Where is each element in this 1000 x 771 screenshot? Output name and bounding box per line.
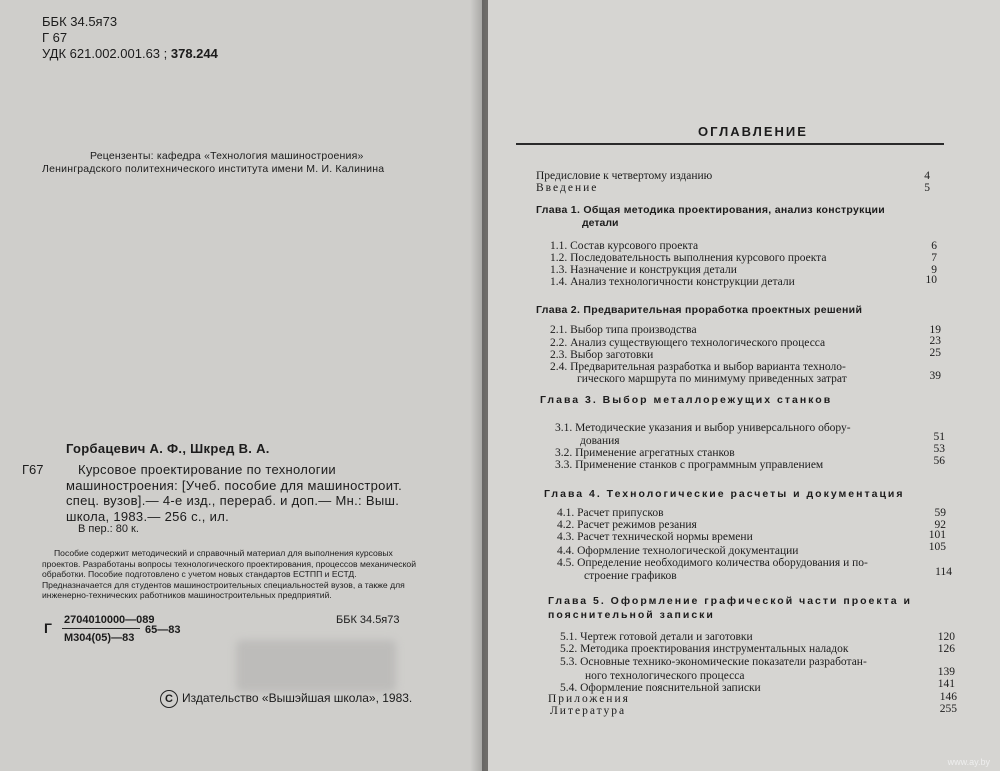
toc-page-number: 7 bbox=[931, 252, 937, 264]
toc-entry-continuation: гического маршрута по минимуму приведенных затрат bbox=[577, 373, 847, 385]
toc-title: ОГЛАВЛЕНИЕ bbox=[698, 124, 808, 139]
bbk-bottom: ББК 34.5я73 bbox=[336, 614, 400, 626]
fraction-line bbox=[62, 628, 140, 629]
publisher-line: С Издательство «Вышэйшая школа», 1983. bbox=[160, 690, 412, 708]
watermark: www.ay.by bbox=[947, 757, 990, 767]
toc-entry: 1.4. Анализ технологичности конструкции детали bbox=[550, 276, 795, 288]
toc-page-number: 114 bbox=[935, 566, 952, 578]
udk-code: УДК 621.002.001.63 ; 378.244 bbox=[42, 46, 218, 61]
toc-entry: 4.3. Расчет технической нормы времени bbox=[557, 531, 753, 543]
toc-page-number: 56 bbox=[933, 455, 945, 467]
toc-page-number: 126 bbox=[937, 643, 955, 655]
catalog-code-top: 2704010000—089 bbox=[64, 614, 155, 626]
toc-entry: 5.4. Оформление пояснительной записки bbox=[560, 682, 761, 694]
toc-page-number: 4 bbox=[924, 170, 930, 182]
toc-entry: 5.1. Чертеж готовой детали и заготовки bbox=[560, 631, 753, 643]
reviewers-text: Рецензенты: кафедра «Технология машиностроения» Ленинградского политехнического института имени М. И. Калинина bbox=[42, 150, 385, 175]
toc-entry: 1.1. Состав курсового проекта bbox=[550, 240, 699, 252]
toc-entry-continuation: дования bbox=[580, 435, 620, 447]
toc-page-number: 105 bbox=[928, 541, 946, 553]
toc-entry: 4.4. Оформление технологической документации bbox=[557, 545, 799, 557]
toc-entry: 3.1. Методические указания и выбор универсального обору- bbox=[555, 422, 851, 434]
annotation: Пособие содержит методический и справочный материал для выполнения курсовых проектов. Разработаны вопросы технологического проектирования, процессов механической обработки. Пособие подготовлено с учетом новых стандартов ЕСТПП и ЕСТД. Предназначается для студентов машиностроительных специальностей вузов, а также для инженерно-технических работников машиностроительных предприятий. bbox=[42, 548, 417, 600]
toc-page-number: 39 bbox=[929, 370, 941, 382]
toc-page-number: 59 bbox=[934, 507, 946, 519]
toc-entry: 2.2. Анализ существующего технологического процесса bbox=[550, 337, 826, 349]
toc-page-number: 139 bbox=[937, 666, 955, 678]
toc-entry-continuation: детали bbox=[582, 217, 619, 229]
toc-chapter-heading: Глава 3. Выбор металлорежущих станков bbox=[540, 394, 833, 406]
toc-entry: 2.1. Выбор типа производства bbox=[550, 324, 697, 336]
toc-page-number: 53 bbox=[933, 443, 945, 455]
toc-page-number: 101 bbox=[928, 529, 946, 541]
toc-page-number: 92 bbox=[934, 519, 946, 531]
toc-page-number: 5 bbox=[924, 182, 930, 194]
toc-page-number: 9 bbox=[931, 264, 937, 276]
catalog-letter: Г bbox=[44, 620, 52, 636]
toc-entry: 3.2. Применение агрегатных станков bbox=[555, 447, 735, 459]
toc-entry: Предисловие к четвертому изданию bbox=[536, 170, 713, 182]
toc-page-number: 6 bbox=[931, 240, 937, 252]
copyright-icon: С bbox=[160, 690, 178, 708]
catalog-code-bottom: М304(05)—83 bbox=[64, 632, 135, 644]
toc-page-number: 25 bbox=[929, 347, 941, 359]
toc-page-number: 146 bbox=[939, 691, 957, 703]
toc-page-number: 255 bbox=[939, 703, 957, 715]
toc-entry: 4.5. Определение необходимого количества оборудования и по- bbox=[557, 557, 868, 569]
toc-entry: 5.3. Основные технико-экономические показатели разработан- bbox=[560, 656, 867, 668]
toc-entry-continuation: строение графиков bbox=[584, 570, 677, 582]
blurred-stamp bbox=[236, 640, 396, 692]
toc-entry: 1.3. Назначение и конструкция детали bbox=[550, 264, 737, 276]
left-page bbox=[0, 0, 482, 771]
catalog-code-right: 65—83 bbox=[145, 624, 181, 636]
toc-entry: 2.3. Выбор заготовки bbox=[550, 349, 654, 361]
toc-entry: 1.2. Последовательность выполнения курсового проекта bbox=[550, 252, 827, 264]
toc-entry: Приложения bbox=[548, 693, 630, 705]
authors: Горбацевич А. Ф., Шкред В. А. bbox=[66, 441, 270, 456]
toc-chapter-heading: Глава 1. Общая методика проектирования, анализ конструкции bbox=[536, 204, 885, 216]
toc-entry-continuation: ного технологического процесса bbox=[585, 670, 745, 682]
catalog-index: Г67 bbox=[22, 462, 44, 477]
toc-chapter-heading: Глава 4. Технологические расчеты и документация bbox=[544, 488, 905, 500]
toc-entry: 5.2. Методика проектирования инструментальных наладок bbox=[560, 643, 849, 655]
toc-page-number: 141 bbox=[937, 678, 955, 690]
g-code: Г 67 bbox=[42, 30, 68, 45]
toc-chapter-heading: Глава 2. Предварительная проработка проектных решений bbox=[536, 304, 863, 316]
toc-page-number: 19 bbox=[929, 324, 941, 336]
toc-chapter-heading: Глава 5. Оформление графической части проекта и пояснительной записки bbox=[548, 595, 913, 621]
toc-entry: 3.3. Применение станков с программным управлением bbox=[555, 459, 824, 471]
toc-entry: Литература bbox=[550, 705, 627, 717]
toc-page-number: 10 bbox=[925, 274, 937, 286]
classification-block bbox=[42, 14, 218, 62]
toc-page-number: 23 bbox=[929, 335, 941, 347]
bbk-code: ББК 34.5я73 bbox=[42, 14, 118, 29]
toc-entry: 2.4. Предварительная разработка и выбор варианта техноло- bbox=[550, 361, 846, 373]
toc-rule bbox=[516, 143, 944, 145]
toc-entry: 4.1. Расчет припусков bbox=[557, 507, 664, 519]
toc-page-number: 120 bbox=[937, 631, 955, 643]
toc-page-number: 51 bbox=[933, 431, 945, 443]
bibliographic-description: Курсовое проектирование по технологии машиностроения: [Учеб. пособие для машиностроит. спец. вузов].— 4-е изд., перераб. и доп.— Мн.: Выш. школа, 1983.— 256 с., ил. bbox=[66, 462, 402, 524]
toc-entry: Введение bbox=[536, 182, 599, 194]
price: В пер.: 80 к. bbox=[78, 523, 139, 535]
toc-entry: 4.2. Расчет режимов резания bbox=[557, 519, 697, 531]
